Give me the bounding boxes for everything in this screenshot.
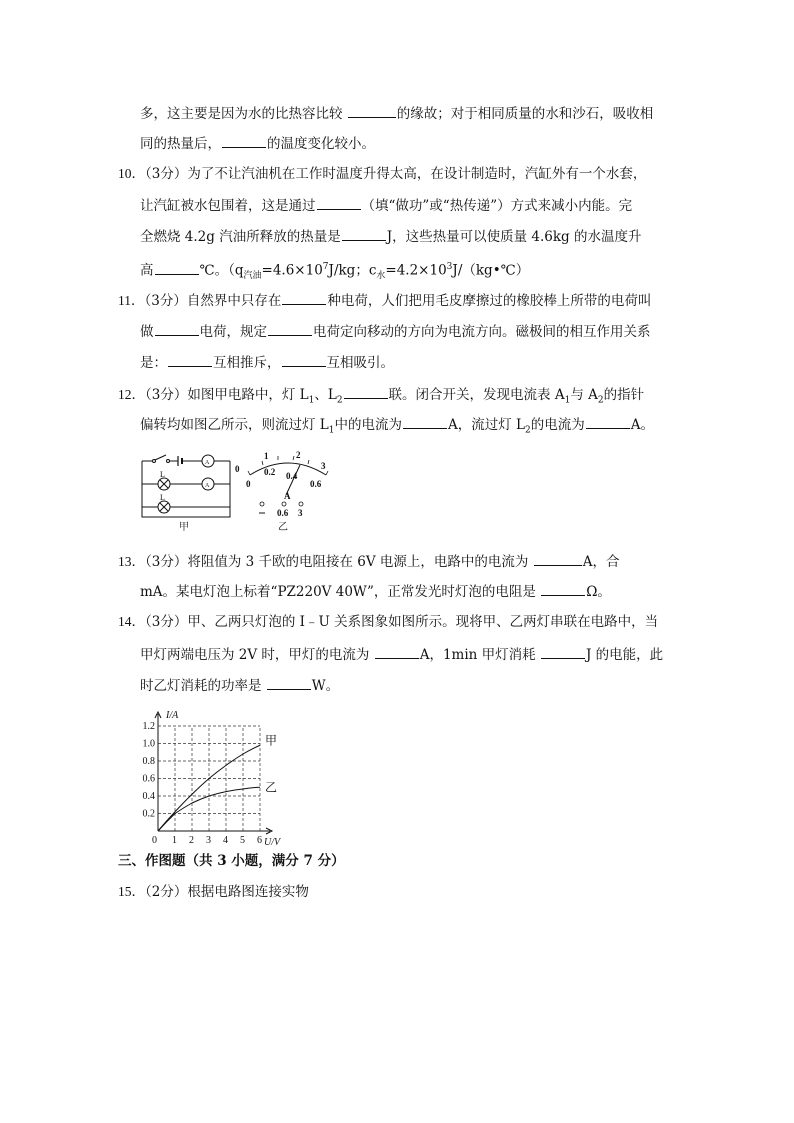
answer-blank[interactable] — [344, 384, 388, 399]
question-number: 10． — [118, 166, 145, 181]
x-tick-label: 4 — [223, 835, 228, 846]
answer-blank[interactable] — [534, 551, 582, 566]
answer-blank[interactable] — [541, 644, 585, 659]
meter-bottom-3: 0.6 — [310, 479, 322, 489]
series-label-1: 乙 — [265, 780, 278, 795]
answer-blank[interactable] — [155, 321, 199, 336]
answer-blank[interactable] — [375, 644, 419, 659]
meter-top-2: 2 — [296, 450, 301, 460]
q9-line1: 多，这主要是因为水的比热容比较 的缘故；对于相同质量的水和沙石，吸收相 — [140, 103, 653, 124]
answer-blank[interactable] — [403, 414, 447, 429]
question-13-line1: 13．（3分）将阻值为 3 千欧的电阻接在 6V 电源上，电路中的电流为 A，合 — [118, 551, 619, 572]
terminal-label-3: 3 — [298, 508, 303, 518]
y-tick-label: 0.6 — [142, 773, 155, 785]
label-l2: L — [160, 493, 165, 502]
answer-blank[interactable] — [282, 352, 326, 367]
answer-blank[interactable] — [348, 103, 396, 118]
meter-top-1: 1 — [264, 451, 269, 461]
question-number: 13． — [118, 554, 145, 569]
answer-blank[interactable] — [155, 260, 199, 275]
question-14-line2: 甲灯两端电压为 2V 时，甲灯的电流为 A，1min 甲灯消耗 J 的电能，此 — [140, 644, 663, 665]
question-14-line1: 14．（3分）甲、乙两只灯泡的 I﹣U 关系图象如图所示。现将甲、乙两灯串联在电路中，当 — [118, 614, 659, 630]
answer-blank[interactable] — [541, 581, 585, 596]
q12-figure — [138, 447, 338, 535]
question-13-line2: mA。某电灯泡上标着“PZ220V 40W”，正常发光时灯泡的电阻是 Ω。 — [140, 581, 611, 602]
answer-blank[interactable] — [222, 133, 266, 148]
x-tick-label: 3 — [206, 835, 211, 846]
question-12-line2: 偏转均如图乙所示，则流过灯 $L_1$中的电流为 A，流过灯 $L_2$的电流为 A。 — [140, 414, 654, 441]
q9-line2: 同的热量后， 的温度变化较小。 — [140, 133, 375, 154]
label-a2: A — [205, 483, 210, 489]
answer-blank[interactable] — [168, 352, 212, 367]
y-tick-label: 0.2 — [142, 808, 155, 820]
meter-top-3: 3 — [321, 461, 326, 471]
label-l1: L — [160, 470, 165, 479]
question-11-line1: 11．（3分）自然界中只存在 种电荷，人们把用毛皮摩擦过的橡胶棒上所带的电荷叫 — [118, 290, 651, 311]
answer-blank[interactable] — [342, 226, 386, 241]
answer-blank[interactable] — [586, 414, 630, 429]
question-14-line3: 时乙灯消耗的功率是 W。 — [140, 675, 339, 696]
figure-label-jia: 甲 — [179, 522, 189, 533]
x-tick-label: 5 — [240, 835, 245, 846]
question-12-line1: 12．（3分）如图甲电路中，灯 $L_1$、$L_2$ 联。闭合开关，发现电流表 $A_1$与 $A_2$的指针 — [118, 384, 644, 411]
terminal-minus-icon — [260, 502, 264, 506]
answer-blank[interactable] — [268, 321, 312, 336]
meter-bottom-0: 0 — [246, 479, 251, 489]
y-tick-label: 0.8 — [142, 756, 155, 767]
x-tick-label: 0 — [152, 835, 157, 846]
y-tick-label: 0.4 — [142, 791, 155, 802]
x-tick-label: 2 — [189, 835, 194, 846]
y-tick-label: 1.2 — [142, 721, 155, 732]
label-a1: A — [205, 460, 210, 466]
question-11-line3: 是： 互相推斥， 互相吸引。 — [140, 352, 394, 373]
circuit-diagram — [142, 455, 230, 517]
ammeter-dial — [235, 450, 328, 533]
iu-chart — [138, 700, 298, 848]
question-number: 11． — [118, 293, 145, 308]
figure-label-yi: 乙 — [278, 522, 288, 533]
y-axis-label: I/A — [166, 710, 179, 721]
question-10-line1: 10．（3分）为了不让汽油机在工作时温度升得太高，在设计制造时，汽缸外有一个水套， — [118, 166, 647, 182]
question-number: 14． — [118, 614, 145, 629]
question-10-line2: 让汽缸被水包围着，这是通过 （填“做功”或“热传递”）方式来减小内能。完 — [140, 195, 632, 216]
y-tick-label: 1.0 — [142, 738, 155, 750]
terminal-3-icon — [299, 502, 303, 506]
answer-blank[interactable] — [267, 675, 311, 690]
x-axis-label: U/V — [264, 837, 281, 848]
terminal-06-icon — [282, 502, 286, 506]
answer-blank[interactable] — [282, 290, 326, 305]
question-15-line1: 15．（2分）根据电路图连接实物 — [118, 884, 309, 900]
series-label-0: 甲 — [265, 733, 278, 748]
question-10-line3: 全燃烧 4.2g 汽油所释放的热量是 J，这些热量可以使质量 4.6kg 的水温度升 — [140, 226, 642, 247]
meter-top-0: 0 — [235, 464, 240, 474]
question-number: 15． — [118, 884, 145, 899]
x-tick-label: 6 — [257, 835, 262, 846]
section-title: 三、作图题（共 3 小题，满分 7 分） — [118, 853, 345, 869]
meter-bottom-1: 0.2 — [264, 467, 276, 477]
question-10-line4: 高 ℃。（$q_{汽油}=4.6\times 10^7J/kg$；$c_水=4.2\times 10^3J/(kg•℃)$ — [140, 257, 529, 286]
x-tick-label: 1 — [172, 835, 177, 846]
terminal-label-06: 0.6 — [277, 508, 289, 518]
answer-blank[interactable] — [317, 195, 361, 210]
question-number: 12． — [118, 387, 145, 402]
meter-unit: A — [284, 491, 291, 501]
question-11-line2: 做 电荷，规定 电荷定向移动的方向为电流方向。磁极间的相互作用关系 — [140, 321, 651, 342]
meter-bottom-2: 0.4 — [286, 471, 298, 481]
